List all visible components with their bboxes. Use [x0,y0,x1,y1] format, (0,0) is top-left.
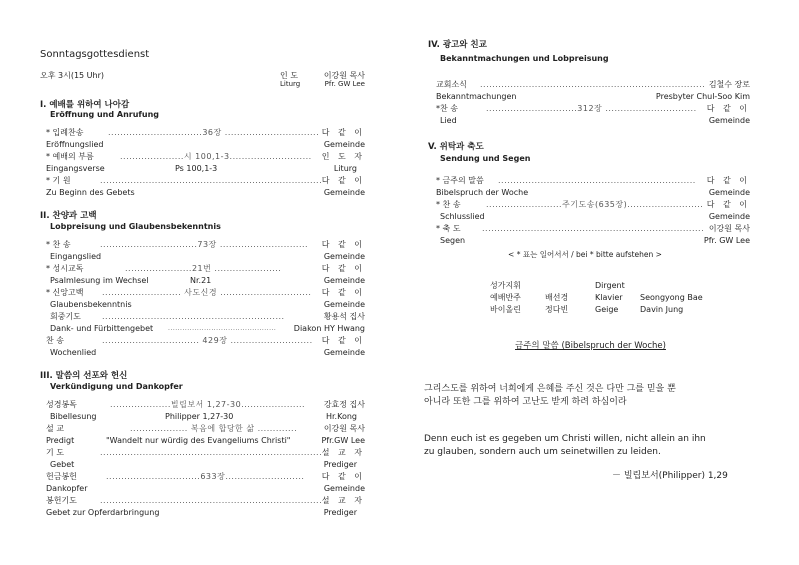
item-label-de: Eingangslied [50,252,102,261]
item-leader-ko: 이강원 목사 [323,424,365,433]
item-leader-de: Presbyter Chul-Soo Kim [655,92,750,101]
page-title: Sonntagsgottesdienst [40,49,150,60]
item-label-ko: * 금주의 말씀 [436,176,484,185]
item-leader-ko: 다 같 이 [321,288,365,297]
item-label-de: Psalmlesung im Wechsel [50,276,149,285]
service-time: 오후 3시(15 Uhr) [40,71,104,80]
section-5-subheading: Sendung und Segen [440,154,531,163]
item-label-de: Dank- und Fürbittengebet [50,324,154,333]
liturgist-name-ko: 이강원 목사 [323,71,365,80]
pianist-name-de: Seongyong Bae [640,293,703,302]
verse-de-line-2: zu glauben, sondern auch um seinetwillen zu leiden. [424,447,661,457]
item-leader-ko: 다 같 이 [321,128,365,137]
violin-name-de: Davin Jung [640,305,684,314]
item-label-ko: * 찬 송 [46,240,71,249]
item-label-ko: * 입례찬송 [46,128,84,137]
item-detail: ....................빌립보서 1,27-30..................... [110,400,306,409]
pianist-name-ko: 배선경 [545,293,569,302]
item-label-ko: 회중기도 [50,312,81,321]
item-leader-de: Gemeinde [323,276,365,285]
item-leader-ko: 다 같 이 [321,336,365,345]
item-detail: .........................주기도송(635장)......................... [486,200,704,209]
section-1-subheading: Eröffnung und Anrufung [50,110,160,119]
conductor-label-ko: 성가지휘 [490,281,521,290]
verse-reference: － 빌립보서(Philipper) 1,29 [612,471,728,481]
item-label-ko: 기 도 [46,448,64,457]
item-detail: ................................73장 ............................. [100,240,309,249]
item-leader-de: Gemeinde [323,252,365,261]
item-detail: ................... 복음에 합당한 삶 ............. [130,424,298,433]
item-detail: ..............................312장 .............................. [486,104,697,113]
item-detail: ......................................................................... [100,176,323,185]
item-detail-de: Philipper 1,27-30 [165,412,234,421]
item-leader-ko: 설 교 자 [321,448,365,457]
item-label-de: Glaubensbekenntnis [50,300,132,309]
verse-title: 금주의 말씀 (Bibelspruch der Woche) [515,341,666,351]
verse-ko-line-2: 아니라 또한 그를 위하여 고난도 받게 하려 하심이라 [424,397,627,407]
item-leader-de: Gemeinde [323,188,365,197]
item-detail-de: Nr.21 [190,276,212,285]
item-label-ko: * 축 도 [436,224,461,233]
item-label-ko: 교회소식 [436,80,467,89]
item-leader-de: Hr.Kong [325,412,357,421]
item-detail: ......................21번 ...................... [125,264,282,273]
item-label-ko: * 예배의 부름 [46,152,94,161]
pianist-label-de: Klavier [595,293,623,302]
item-label-de: Bibelspruch der Woche [436,188,529,197]
item-label-ko: 설 교 [46,424,64,433]
item-leader-ko: 다 같 이 [321,264,365,273]
item-leader-de: Gemeinde [323,348,365,357]
item-leader-ko: 다 같 이 [706,200,750,209]
item-leader-de: Prediger [323,460,357,469]
section-2-heading: II. 찬양과 고백 [40,211,97,221]
section-3-subheading: Verkündigung und Dankopfer [50,382,183,391]
item-detail: .....................시 100,1-3........................... [120,152,312,161]
item-leader-ko: 다 같 이 [706,176,750,185]
item-leader-ko: 설 교 자 [321,496,365,505]
verse-de-line-1: Denn euch ist es gegeben um Christi willen, nicht allein an ihn [424,434,706,444]
item-leader-de: Gemeinde [323,140,365,149]
item-label-de: Eingangsverse [46,164,105,173]
item-leader-ko: 강효정 집사 [323,400,365,409]
section-1-heading: I. 예배를 위하여 나아감 [40,100,130,110]
item-label-de: Wochenlied [50,348,97,357]
section-3-heading: III. 말씀의 선포와 헌신 [40,371,128,381]
item-detail: ......................................................................... [482,224,705,233]
item-leader-ko: 이강원 목사 [708,224,750,233]
item-label-de: Zu Beginn des Gebets [46,188,135,197]
item-label-ko: 성경봉독 [46,400,77,409]
item-detail: ................................ 429장 ........................... [102,336,313,345]
item-detail: .......................................................................... [480,80,706,89]
item-label-de: Segen [440,236,466,245]
item-label-de: Dankopfer [46,484,88,493]
item-detail: ................................................................. [498,176,696,185]
liturgist-name-de: Pfr. GW Lee [324,80,365,88]
item-label-ko: * 성시교독 [46,264,84,273]
item-leader-ko: 다 같 이 [706,104,750,113]
violin-label-de: Geige [595,305,619,314]
item-label-ko: 봉헌기도 [46,496,77,505]
item-label-de: Schlusslied [440,212,485,221]
item-detail: .......................... 사도신경 .............................. [102,288,312,297]
pianist-label-ko: 예배반주 [490,293,521,302]
liturgist-role-ko: 인 도 [280,71,298,80]
item-leader-ko: 다 같 이 [321,472,365,481]
item-leader-de: Liturg [333,164,357,173]
section-4-subheading: Bekanntmachungen und Lobpreisung [440,54,609,63]
item-detail-de: ............................................. [168,325,277,332]
item-leader-de: Pfr.GW Lee [321,436,365,445]
item-label-ko: * 기 원 [46,176,71,185]
item-label-de: Bibellesung [50,412,97,421]
item-leader-de: Gemeinde [323,484,365,493]
item-leader-de: Prediger [323,508,357,517]
item-leader-de: Diakon HY Hwang [293,324,365,333]
item-label-de: Predigt [46,436,75,445]
section-2-subheading: Lobpreisung und Glaubensbekenntnis [50,222,221,231]
item-label-de: Bekanntmachungen [436,92,517,101]
section-5-heading: V. 위탁과 축도 [428,142,484,152]
item-leader-de: Gemeinde [708,212,750,221]
violin-name-ko: 정다빈 [545,305,569,314]
item-leader-ko: 다 같 이 [321,176,365,185]
verse-ko-line-1: 그리스도를 위하여 너희에게 은혜를 주신 것은 다만 그를 믿을 뿐 [424,384,676,394]
item-label-ko: * 찬 송 [436,200,461,209]
item-label-ko: * 신앙고백 [46,288,84,297]
item-leader-de: Gemeinde [708,188,750,197]
liturgist-role-de: Liturg [280,80,301,88]
item-detail: ............................................................ [102,312,285,321]
item-label-ko: *찬 송 [436,104,458,113]
item-label-de: Eröffnungslied [46,140,104,149]
item-detail-de: Ps 100,1-3 [175,164,218,173]
section-4-heading: IV. 광고와 친교 [428,40,487,50]
item-leader-de: Gemeinde [323,300,365,309]
item-leader-ko: 인 도 자 [321,152,365,161]
item-leader-ko: 황용석 집사 [323,312,365,321]
item-leader-de: Gemeinde [708,116,750,125]
item-detail-de: "Wandelt nur würdig des Evangeliums Christi" [106,436,291,445]
item-leader-ko: 김철수 장로 [708,80,750,89]
item-leader-de: Pfr. GW Lee [703,236,750,245]
item-detail: ...............................633장.......................... [106,472,305,481]
item-label-de: Gebet [50,460,75,469]
item-detail: ......................................................................... [100,448,323,457]
standing-note: < * 표는 일어서서 / bei * bitte aufstehen > [508,250,662,259]
item-label-de: Lied [440,116,457,125]
conductor-label-de: Dirgent [595,281,625,290]
violin-label-ko: 바이올린 [490,305,521,314]
item-leader-ko: 다 같 이 [321,240,365,249]
item-detail: ......................................................................... [100,496,323,505]
item-label-de: Gebet zur Opferdarbringung [46,508,160,517]
item-label-ko: 찬 송 [46,336,64,345]
item-detail: ...............................36장 ............................... [108,128,320,137]
item-label-ko: 헌금봉헌 [46,472,77,481]
